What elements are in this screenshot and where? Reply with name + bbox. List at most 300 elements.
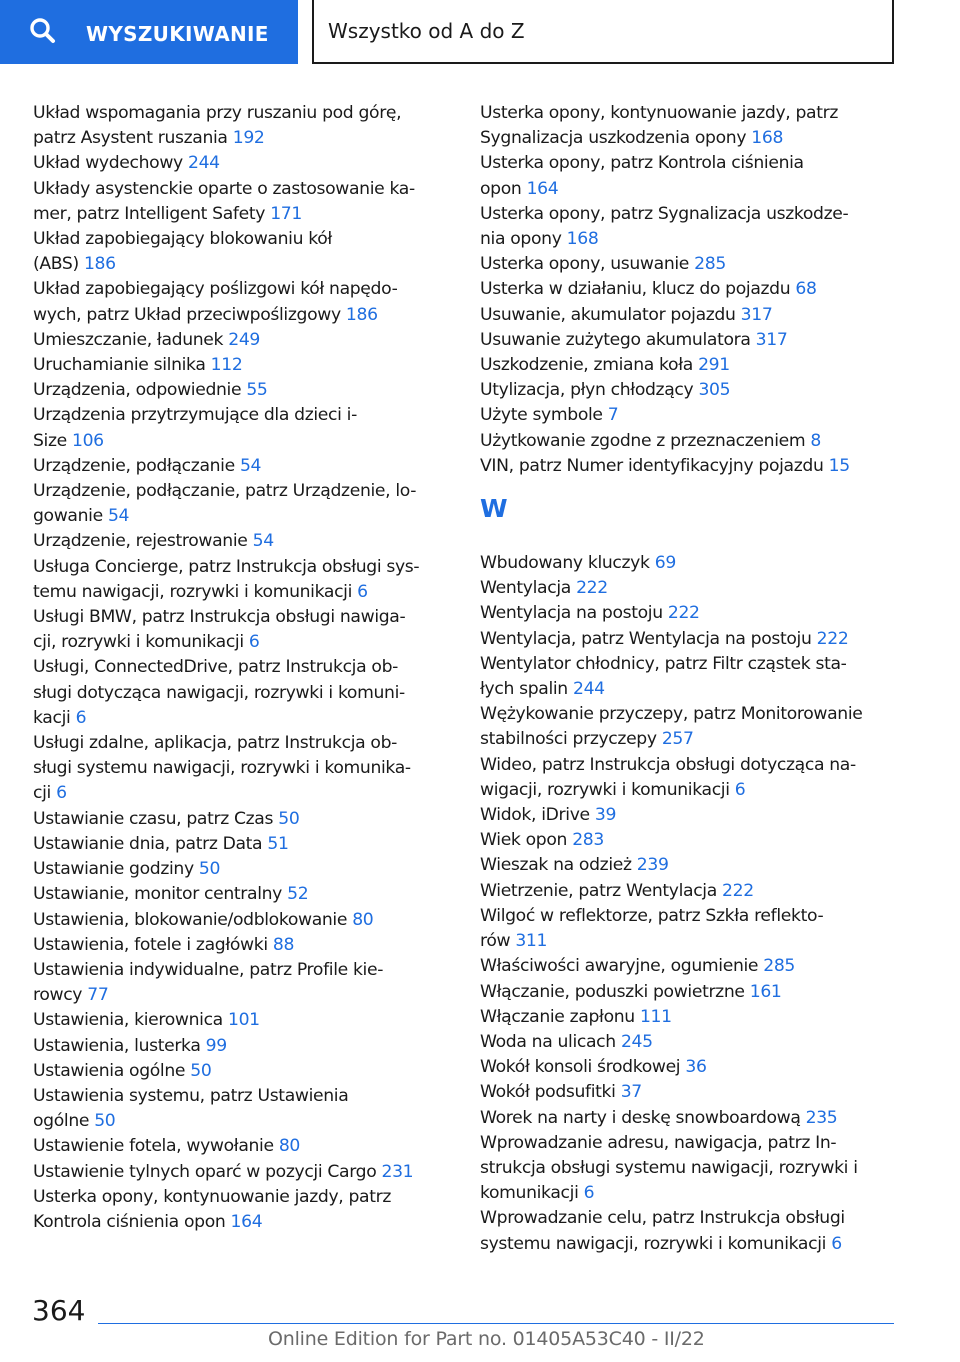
index-entry-text: [33, 681, 453, 706]
page-reference-link[interactable]: 244: [188, 153, 220, 174]
page-reference-link[interactable]: 168: [751, 128, 784, 149]
page-reference-link[interactable]: 311: [515, 931, 548, 952]
index-entry-text: [480, 929, 900, 954]
index-entry: [33, 807, 453, 832]
index-entry-text: [33, 630, 453, 655]
index-entry: [480, 828, 900, 853]
index-entry-text: [33, 303, 453, 328]
index-entry-text: [33, 983, 453, 1008]
page-reference-link[interactable]: 80: [278, 1136, 300, 1157]
page-reference-link[interactable]: 6: [583, 1183, 595, 1204]
page-reference-link[interactable]: 285: [694, 254, 726, 275]
index-entry-text: [33, 378, 453, 403]
index-entry-term: Usługi zdalne, aplikacja, patrz Instrukcja ob-: [33, 733, 398, 754]
index-entry: [480, 151, 900, 201]
index-entry: [480, 328, 900, 353]
page-number: 364: [32, 1294, 86, 1327]
index-entry-term: Ustawienia, kierownica: [33, 1010, 223, 1031]
index-entry-text: [480, 126, 900, 151]
index-entry-term: Usterka opony, patrz Kontrola ciśnienia: [480, 153, 804, 174]
index-entry-term: Wentylator chłodnicy, patrz Filtr cząstek sta-: [480, 653, 847, 674]
index-entry-term: Wieszak na odzież: [480, 855, 632, 876]
index-entry-term: Ustawianie godziny: [33, 859, 194, 880]
index-entry-text: [33, 832, 453, 857]
index-entry-term: Usterka w działaniu, klucz do pojazdu: [480, 279, 791, 300]
index-entry-term: Ustawienie tylnych oparć w pozycji Cargo: [33, 1161, 377, 1182]
page-reference-link[interactable]: 37: [620, 1082, 642, 1103]
index-entry: [33, 529, 453, 554]
page-reference-link[interactable]: 283: [572, 830, 604, 851]
index-entry: [480, 1080, 900, 1105]
index-entry: [480, 601, 900, 626]
index-entry-term: Usuwanie zużytego akumulatora: [480, 329, 751, 350]
index-entry-text: [480, 429, 900, 454]
search-tab[interactable]: [0, 0, 298, 64]
index-entry: [480, 1206, 900, 1256]
page-reference-link[interactable]: 285: [763, 956, 796, 977]
index-entry-text: [33, 1059, 453, 1084]
index-entry-text: [33, 353, 453, 378]
index-entry: [33, 908, 453, 933]
index-entry: [33, 328, 453, 353]
index-entry: [33, 378, 453, 403]
page-reference-link[interactable]: 50: [278, 808, 300, 829]
index-entry-term: Właściwości awaryjne, ogumienie: [480, 956, 759, 977]
footer-edition-text: Online Edition for Part no. 01405A53C40 - II/22: [268, 1328, 705, 1350]
index-entry: [33, 882, 453, 907]
index-entry-text: [33, 126, 453, 151]
index-entry-term: Urządzenie, podłączanie, patrz Urządzenie, lo-: [33, 481, 417, 502]
index-entry-term: cji: [33, 783, 51, 804]
page-reference-link[interactable]: 291: [698, 355, 730, 376]
index-entry-term: Wprowadzanie adresu, nawigacja, patrz In-: [480, 1132, 837, 1153]
page-reference-link[interactable]: 101: [227, 1010, 260, 1031]
index-entry: [480, 627, 900, 652]
index-entry: [33, 1008, 453, 1033]
section-letter-w: W: [480, 494, 508, 524]
index-entry-term: temu nawigacji, rozrywki i komunikacji: [33, 581, 353, 602]
index-entry: [480, 576, 900, 601]
index-entry-text: [33, 1008, 453, 1033]
index-entry-text: [33, 706, 453, 731]
index-entry: [480, 454, 900, 479]
a-to-z-tab-label: Wszystko od A do Z: [328, 19, 525, 43]
index-entry: [33, 958, 453, 1008]
index-entry-term: Użyte symbole: [480, 405, 603, 426]
index-entry-text: [480, 954, 900, 979]
page-reference-link[interactable]: 39: [594, 805, 617, 826]
index-column-right: [480, 101, 900, 1257]
index-entry-term: nia opony: [480, 229, 562, 250]
page-reference-link[interactable]: 7: [607, 405, 619, 426]
index-entry-text: [480, 551, 900, 576]
index-entry-text: [480, 328, 900, 353]
index-entry: [480, 652, 900, 702]
index-entry: [480, 879, 900, 904]
page-reference-link[interactable]: 168: [566, 229, 599, 250]
page-reference-link[interactable]: 80: [352, 909, 374, 930]
index-entry-text: [480, 828, 900, 853]
index-entry: [33, 655, 453, 731]
page-reference-link[interactable]: 51: [267, 833, 289, 854]
index-entry: [480, 954, 900, 979]
index-entry-text: [33, 454, 453, 479]
index-entry: [480, 378, 900, 403]
index-entry: [33, 227, 453, 277]
page-reference-link[interactable]: 106: [72, 430, 104, 451]
page-reference-link[interactable]: 111: [639, 1006, 672, 1027]
index-entry-term: Wilgoć w reflektorze, patrz Szkła reflekto-: [480, 905, 824, 926]
index-entry-term: Wbudowany kluczyk: [480, 553, 650, 574]
index-entry-text: [480, 403, 900, 428]
index-entry-text: [33, 731, 453, 756]
index-entry-text: [480, 1030, 900, 1055]
index-entry-text: [33, 655, 453, 680]
index-entry-term: sługi systemu nawigacji, rozrywki i komunika-: [33, 758, 411, 779]
page-reference-link[interactable]: 305: [698, 380, 731, 401]
index-entry-text: [480, 1232, 900, 1257]
page-reference-link[interactable]: 222: [722, 880, 754, 901]
index-entry-term: Wietrzenie, patrz Wentylacja: [480, 880, 717, 901]
index-entry-term: Kontrola ciśnienia opon: [33, 1211, 226, 1232]
page-reference-link[interactable]: 186: [83, 254, 116, 275]
page-reference-link[interactable]: 55: [246, 380, 268, 401]
index-entry-term: mer, patrz Intelligent Safety: [33, 203, 266, 224]
index-entry-text: [33, 504, 453, 529]
index-entry-text: [480, 1080, 900, 1105]
index-entry-text: [33, 328, 453, 353]
page-reference-link[interactable]: 68: [795, 279, 817, 300]
index-entry-term: sługi dotycząca nawigacji, rozrywki i komuni-: [33, 682, 405, 703]
index-entry-text: [33, 1084, 453, 1109]
index-entry-term: Ustawienia ogólne: [33, 1060, 186, 1081]
page-reference-link[interactable]: 99: [205, 1035, 227, 1056]
index-entry-text: [480, 904, 900, 929]
index-entry-text: [33, 908, 453, 933]
index-entry-text: [33, 781, 453, 806]
index-entry-text: [480, 151, 900, 176]
index-entry-term: komunikacji: [480, 1183, 579, 1204]
page-reference-link[interactable]: 50: [198, 859, 221, 880]
index-entry-text: [33, 151, 453, 176]
index-entry-text: [480, 879, 900, 904]
page-reference-link[interactable]: 50: [190, 1060, 212, 1081]
index-entry-text: [33, 403, 453, 428]
index-entry-term: systemu nawigacji, rozrywki i komunikacji: [480, 1233, 827, 1254]
index-entry-term: Ustawienia, blokowanie/odblokowanie: [33, 909, 348, 930]
index-entry-text: [480, 1106, 900, 1131]
index-entry: [33, 403, 453, 453]
page-reference-link[interactable]: 54: [239, 455, 262, 476]
index-entry-term: Urządzenie, podłączanie: [33, 455, 235, 476]
index-entry: [33, 1059, 453, 1084]
index-entry-term: Włączanie zapłonu: [480, 1006, 635, 1027]
index-entry-text: [33, 1210, 453, 1235]
index-entry: [480, 904, 900, 954]
index-entry-text: [480, 702, 900, 727]
index-entry-text: [33, 580, 453, 605]
index-group-w: [480, 551, 900, 1257]
index-entry: [33, 177, 453, 227]
page-reference-link[interactable]: 222: [816, 628, 849, 649]
page-reference-link[interactable]: 186: [345, 304, 378, 325]
index-entry-term: Ustawianie dnia, patrz Data: [33, 833, 263, 854]
page-reference-link[interactable]: 15: [828, 455, 850, 476]
index-entry-text: [33, 882, 453, 907]
index-entry: [480, 753, 900, 803]
index-entry-term: VIN, patrz Numer identyfikacyjny pojazdu: [480, 455, 824, 476]
index-entry: [480, 980, 900, 1005]
index-entry: [480, 1055, 900, 1080]
index-entry-term: Wentylacja na postoju: [480, 603, 663, 624]
index-entry-text: [480, 101, 900, 126]
index-entry: [480, 803, 900, 828]
page-reference-link[interactable]: 6: [75, 707, 87, 728]
index-entry-term: Ustawianie, monitor centralny: [33, 884, 282, 905]
index-entry-text: [33, 605, 453, 630]
index-group-u-v: [480, 101, 900, 479]
index-entry-term: patrz Asystent ruszania: [33, 128, 228, 149]
index-entry: [33, 101, 453, 151]
index-entry-text: [33, 807, 453, 832]
index-entry-text: [480, 980, 900, 1005]
index-entry-term: Usługi BMW, patrz Instrukcja obsługi nawiga-: [33, 607, 406, 628]
index-entry-text: [480, 778, 900, 803]
index-entry-text: [33, 429, 453, 454]
page-reference-link[interactable]: 6: [56, 783, 67, 804]
index-entry-term: łych spalin: [480, 679, 568, 700]
index-entry-term: Wprowadzanie celu, patrz Instrukcja obsługi: [480, 1208, 845, 1229]
index-entry-term: Urządzenie, rejestrowanie: [33, 531, 248, 552]
index-entry-text: [33, 479, 453, 504]
page-reference-link[interactable]: 54: [107, 506, 130, 527]
index-entry: [33, 1185, 453, 1235]
index-entry-text: [480, 454, 900, 479]
index-entry-text: [480, 303, 900, 328]
index-entry-term: Wokół podsufitki: [480, 1082, 616, 1103]
index-entry-term: strukcja obsługi systemu nawigacji, rozrywki i: [480, 1157, 858, 1178]
index-entry-text: [480, 252, 900, 277]
index-entry-term: Usterka opony, patrz Sygnalizacja uszkodze-: [480, 203, 849, 224]
page-reference-link[interactable]: 36: [685, 1057, 707, 1078]
page-reference-link[interactable]: 317: [740, 304, 773, 325]
index-entry-term: Size: [33, 430, 67, 451]
index-entry-term: Ustawienia, lusterka: [33, 1035, 201, 1056]
page-reference-link[interactable]: 317: [755, 329, 788, 350]
index-entry-term: rowcy: [33, 985, 83, 1006]
index-entry-term: cji, rozrywki i komunikacji: [33, 632, 244, 653]
index-entry-term: Ustawienia systemu, patrz Ustawienia: [33, 1085, 349, 1106]
index-entry-text: [33, 1185, 453, 1210]
index-entry-text: [33, 958, 453, 983]
index-entry-term: Usterka opony, usuwanie: [480, 254, 690, 275]
index-entry-term: ogólne: [33, 1111, 90, 1132]
index-entry-term: Wiek opon: [480, 830, 568, 851]
index-column-left: [33, 101, 453, 1235]
index-entry: [33, 555, 453, 605]
index-entry-term: stabilności przyczepy: [480, 729, 657, 750]
page-reference-link[interactable]: 6: [831, 1233, 842, 1254]
page-reference-link[interactable]: 69: [654, 553, 676, 574]
index-entry-term: (ABS): [33, 254, 79, 275]
index-entry: [33, 1034, 453, 1059]
index-entry: [480, 303, 900, 328]
index-entry-term: Uszkodzenie, zmiana koła: [480, 355, 693, 376]
page-reference-link[interactable]: 8: [810, 430, 821, 451]
index-entry-text: [480, 378, 900, 403]
index-entry-term: Ustawienia indywidualne, patrz Profile kie-: [33, 959, 384, 980]
index-entry-text: [33, 177, 453, 202]
index-entry-text: [480, 277, 900, 302]
index-entry-term: Widok, iDrive: [480, 805, 590, 826]
index-entry-term: rów: [480, 931, 511, 952]
index-entry-text: [33, 277, 453, 302]
page-reference-link[interactable]: 77: [87, 985, 109, 1006]
page-reference-link[interactable]: 192: [232, 128, 265, 149]
index-entry-text: [480, 227, 900, 252]
index-entry-text: [480, 177, 900, 202]
index-entry: [480, 202, 900, 252]
index-entry-term: Ustawienie fotela, wywołanie: [33, 1136, 274, 1157]
index-entry: [480, 551, 900, 576]
index-entry-term: wigacji, rozrywki i komunikacji: [480, 779, 730, 800]
page-reference-link[interactable]: 245: [620, 1031, 653, 1052]
index-entry-text: [480, 753, 900, 778]
index-entry-text: [33, 529, 453, 554]
page-reference-link[interactable]: 171: [270, 203, 302, 224]
index-entry-text: [480, 627, 900, 652]
index-entry: [33, 1084, 453, 1134]
index-entry: [480, 853, 900, 878]
index-entry-term: Układ wydechowy: [33, 153, 183, 174]
index-entry-term: Ustawianie czasu, patrz Czas: [33, 808, 274, 829]
page-reference-link[interactable]: 54: [252, 531, 274, 552]
footer-divider: [98, 1323, 894, 1324]
index-entry-term: Sygnalizacja uszkodzenia opony: [480, 128, 747, 149]
index-entry-text: [33, 1134, 453, 1159]
index-entry: [480, 353, 900, 378]
page-reference-link[interactable]: 6: [248, 632, 260, 653]
index-entry-term: Usługa Concierge, patrz Instrukcja obsługi sys-: [33, 556, 420, 577]
index-entry-text: [480, 353, 900, 378]
index-entry-term: Użytkowanie zgodne z przeznaczeniem: [480, 430, 806, 451]
page-reference-link[interactable]: 88: [272, 934, 295, 955]
index-entry-text: [33, 1109, 453, 1134]
index-entry: [33, 479, 453, 529]
index-entry-text: [480, 727, 900, 752]
index-entry-text: [480, 576, 900, 601]
index-entry-text: [480, 677, 900, 702]
index-entry-term: Układy asystenckie oparte o zastosowanie ka-: [33, 178, 415, 199]
index-entry-term: Usługi, ConnectedDrive, patrz Instrukcja ob-: [33, 657, 398, 678]
index-entry-term: Wentylacja: [480, 578, 571, 599]
page-reference-link[interactable]: 231: [381, 1161, 414, 1182]
index-entry-term: gowanie: [33, 506, 103, 527]
index-entry-term: Ustawienia, fotele i zagłówki: [33, 934, 268, 955]
index-entry-text: [480, 1055, 900, 1080]
page-reference-link[interactable]: 161: [749, 981, 782, 1002]
page-reference-link[interactable]: 222: [576, 578, 608, 599]
page-reference-link[interactable]: 164: [526, 178, 559, 199]
page-reference-link[interactable]: 222: [667, 603, 700, 624]
a-to-z-tab[interactable]: [312, 0, 894, 64]
index-entry-text: [480, 1181, 900, 1206]
index-entry-term: Utylizacja, płyn chłodzący: [480, 380, 694, 401]
index-entry-text: [33, 555, 453, 580]
index-entry: [480, 702, 900, 752]
index-entry-term: Usterka opony, kontynuowanie jazdy, patrz: [33, 1186, 392, 1207]
index-entry: [480, 403, 900, 428]
index-entry-text: [480, 601, 900, 626]
index-entry-text: [480, 1206, 900, 1231]
index-entry-text: [33, 933, 453, 958]
index-entry-term: Uruchamianie silnika: [33, 355, 206, 376]
index-entry: [480, 101, 900, 151]
index-entry: [33, 1134, 453, 1159]
page-reference-link[interactable]: 257: [661, 729, 694, 750]
index-entry-term: Układ zapobiegający poślizgowi kół napędo-: [33, 279, 398, 300]
index-entry: [33, 933, 453, 958]
index-entry-text: [480, 202, 900, 227]
index-entry-text: [480, 652, 900, 677]
index-entry-term: Umieszczanie, ładunek: [33, 329, 224, 350]
page-reference-link[interactable]: 52: [287, 884, 309, 905]
index-entry-term: Wężykowanie przyczepy, patrz Monitorowanie: [480, 704, 863, 725]
index-entry-text: [33, 252, 453, 277]
index-entry: [480, 252, 900, 277]
index-entry-term: Usterka opony, kontynuowanie jazdy, patrz: [480, 103, 839, 123]
search-tab-label: WYSZUKIWANIE: [86, 22, 269, 46]
index-entry-term: opon: [480, 178, 522, 199]
index-entry: [480, 1005, 900, 1030]
index-entry-text: [480, 1131, 900, 1156]
index-entry-term: Urządzenia, odpowiednie: [33, 380, 242, 401]
index-entry-text: [33, 1034, 453, 1059]
page-reference-link[interactable]: 6: [357, 581, 368, 602]
page-reference-link[interactable]: 249: [228, 329, 261, 350]
index-entry: [33, 1160, 453, 1185]
index-entry-text: [33, 202, 453, 227]
page-reference-link[interactable]: 244: [572, 679, 605, 700]
index-entry: [480, 1131, 900, 1207]
index-entry-term: Worek na narty i deskę snowboardową: [480, 1107, 801, 1128]
index-entry: [33, 731, 453, 807]
index-entry: [33, 832, 453, 857]
index-entry: [480, 1030, 900, 1055]
index-entry: [33, 151, 453, 176]
page-reference-link[interactable]: 50: [94, 1111, 116, 1132]
page-reference-link[interactable]: 112: [210, 355, 243, 376]
index-entry-text: [33, 1160, 453, 1185]
index-entry-text: [480, 1156, 900, 1181]
index-entry-text: [33, 227, 453, 252]
page-reference-link[interactable]: 235: [805, 1107, 838, 1128]
index-entry-text: [480, 1005, 900, 1030]
page-reference-link[interactable]: 164: [230, 1211, 263, 1232]
page-reference-link[interactable]: 6: [734, 779, 746, 800]
index-entry: [33, 857, 453, 882]
index-entry-term: Urządzenia przytrzymujące dla dzieci i-: [33, 405, 357, 426]
index-entry-term: Woda na ulicach: [480, 1031, 616, 1052]
index-entry: [480, 1106, 900, 1131]
index-entry-text: [33, 101, 453, 126]
index-entry-text: [480, 853, 900, 878]
index-entry: [33, 353, 453, 378]
index-entry-term: Usuwanie, akumulator pojazdu: [480, 304, 736, 325]
page-reference-link[interactable]: 239: [636, 855, 669, 876]
index-entry-text: [33, 756, 453, 781]
index-entry: [33, 277, 453, 327]
